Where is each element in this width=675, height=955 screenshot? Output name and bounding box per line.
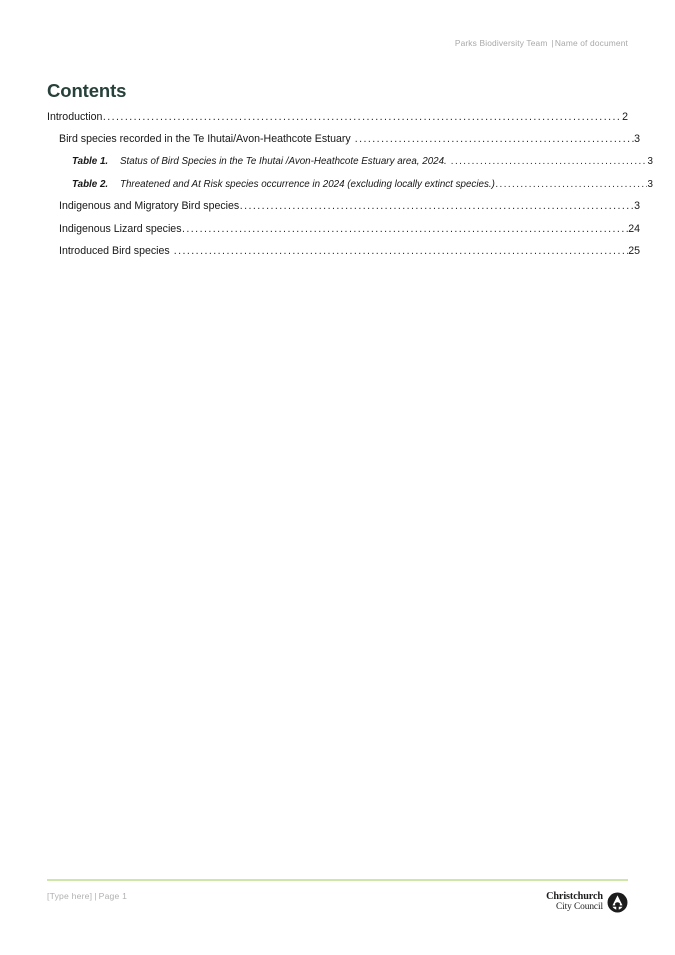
toc-table-number: Table 1. [72, 156, 109, 168]
footer-divider [47, 879, 628, 881]
toc-leader-dots [182, 224, 628, 240]
toc-leader-dots [240, 201, 634, 217]
toc-table-caption: Status of Bird Species in the Te Ihutai /Avon-Heathcote Estuary area, 2024. [120, 156, 447, 168]
toc-entry-table-2[interactable] [47, 172, 653, 194]
toc-entry-label: Bird species recorded in the Te Ihutai/Avon-Heathcote Estuary [59, 133, 351, 146]
footer-separator: | [94, 891, 97, 901]
toc-leader-dots [451, 157, 647, 172]
footer-page-label: Page 1 [98, 891, 128, 901]
header-document-name: Name of document [554, 38, 628, 48]
toc-table-number: Table 2. [72, 178, 109, 190]
toc-page-number: 3 [647, 178, 653, 190]
logo-line-christchurch: Christchurch [546, 891, 603, 903]
toc-page-number: 25 [628, 245, 640, 258]
toc-entry-introduced-bird-species[interactable] [47, 239, 640, 261]
toc-table-caption: Threatened and At Risk species occurrence in 2024 (excluding locally extinct species.) [120, 178, 495, 190]
toc-entry-label: Introduction [47, 110, 103, 123]
toc-entry-introduction[interactable] [47, 105, 628, 127]
toc-entry-bird-species-recorded[interactable] [47, 127, 640, 149]
logo-wordmark [546, 892, 603, 912]
header-separator: | [551, 38, 554, 48]
page-title: Contents [47, 80, 127, 101]
toc-entry-label: Indigenous and Migratory Bird species [59, 200, 240, 213]
document-header [47, 38, 628, 48]
toc-page-number: 3 [647, 156, 653, 168]
footer-type-here-placeholder[interactable]: [Type here] [47, 891, 93, 901]
header-team-name: Parks Biodiversity Team [454, 38, 548, 48]
ccc-circle-arrow-icon [607, 892, 628, 913]
toc-leader-dots [103, 112, 622, 128]
toc-entry-label: Indigenous Lizard species [59, 222, 182, 235]
logo-line-city-council: City Council [556, 901, 603, 912]
toc-page-number: 24 [628, 222, 640, 235]
toc-entry-label [72, 180, 495, 195]
toc-entry-table-1[interactable] [47, 150, 653, 172]
toc-entry-indigenous-lizard-species[interactable] [47, 217, 640, 239]
toc-leader-dots [174, 246, 628, 262]
toc-page-number: 3 [634, 133, 640, 146]
footer-text [47, 891, 127, 901]
toc-entry-label: Introduced Bird species [59, 245, 170, 258]
table-of-contents [47, 105, 653, 262]
toc-page-number: 3 [634, 200, 640, 213]
toc-entry-label [72, 157, 450, 172]
toc-entry-indigenous-migratory-bird-species[interactable] [47, 195, 640, 217]
toc-page-number: 2 [622, 110, 628, 123]
christchurch-city-council-logo [546, 890, 628, 915]
toc-leader-dots [495, 180, 647, 195]
toc-leader-dots [355, 134, 634, 150]
